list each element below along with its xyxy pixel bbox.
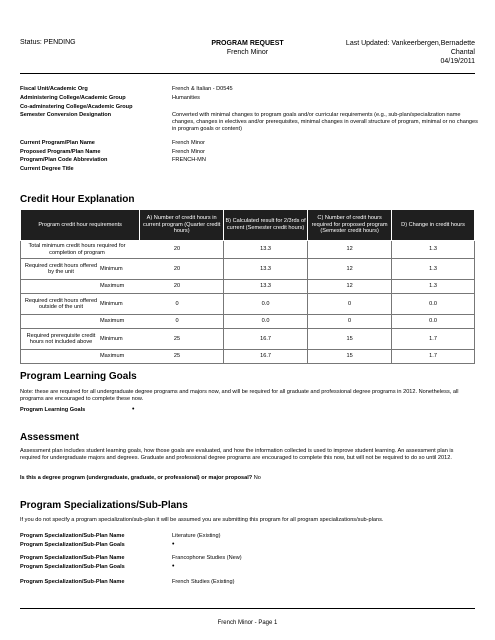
table-row — [21, 350, 475, 364]
row-kind: Minimum — [100, 300, 123, 307]
specialization-name-label: Program Specialization/Sub-Plan Name — [20, 579, 125, 585]
specializations-intro: If you do not specify a program specialization/sub-plan it will be assumed you are submitting this program for all program specializations/sub-plans. — [20, 517, 384, 523]
info-value — [172, 166, 480, 173]
specialization-name-label: Program Specialization/Sub-Plan Name — [20, 555, 125, 561]
info-label: Current Program/Plan Name — [20, 139, 95, 146]
cell-c: 0 — [308, 294, 392, 315]
document-subtitle: French Minor — [226, 49, 269, 56]
specialization-goals-bullet: • — [172, 541, 175, 548]
specialization-name-row — [20, 555, 475, 561]
row-label — [21, 241, 224, 259]
table-row — [21, 259, 475, 280]
cell-c: 12 — [308, 241, 392, 259]
specialization-goals-row — [20, 542, 475, 548]
row-kind: Maximum — [100, 353, 125, 360]
table-row — [21, 241, 475, 259]
group-label: Required prerequisite credit hours not included above — [26, 332, 96, 345]
page-header — [20, 39, 475, 69]
column-header: Program credit hour requirements — [21, 210, 140, 241]
info-row — [20, 95, 480, 102]
document-title: PROGRAM REQUEST — [211, 40, 284, 47]
assessment-question-line — [20, 475, 475, 482]
header-rule — [20, 73, 475, 74]
specialization-goals-label: Program Specialization/Sub-Plan Goals — [20, 564, 125, 570]
info-row — [20, 166, 480, 173]
info-label: Administering College/Academic Group — [20, 94, 126, 101]
specialization-goals-row — [20, 564, 475, 570]
row-kind: Minimum — [100, 265, 123, 272]
cell-c: 12 — [308, 259, 392, 280]
info-label: Fiscal Unit/Academic Org — [20, 86, 88, 92]
assessment-answer: No — [253, 475, 261, 481]
cell-b: 0.0 — [224, 294, 308, 315]
cell-d: 0.0 — [392, 315, 475, 329]
cell-c: 0 — [308, 315, 392, 329]
cell-b: 16.7 — [224, 329, 308, 350]
info-value: Converted with minimal changes to program goals and/or curricular requirements (e.g., sub-plan/specialization name changes, changes in electives and/or prerequisites, minimal changes in overall structure of program, minimal or no changes in program goals or content) — [172, 112, 478, 132]
last-updated-block — [346, 39, 475, 66]
info-row — [20, 104, 480, 111]
info-row — [20, 86, 480, 93]
status-text: Status: PENDING — [20, 39, 76, 46]
footer-rule — [20, 608, 475, 609]
cell-d: 1.3 — [392, 241, 475, 259]
column-header: A) Number of credit hours in current program (Quarter credit hours) — [140, 210, 224, 241]
info-label: Proposed Program/Plan Name — [20, 148, 101, 155]
cell-c: 15 — [308, 350, 392, 364]
total-row-label: Total minimum credit hours required for completion of program — [28, 243, 126, 256]
info-label: Semester Conversion Designation — [20, 112, 112, 119]
last-updated-by: Last Updated: Vankeerbergen,Bernadette — [345, 40, 475, 47]
cell-d: 0.0 — [392, 294, 475, 315]
cell-b: 13.3 — [224, 280, 308, 294]
cell-d: 1.7 — [392, 350, 475, 364]
specialization-name: French Studies (Existing) — [172, 579, 235, 585]
last-updated-date: 04/19/2011 — [440, 58, 475, 65]
cell-b: 13.3 — [224, 259, 308, 280]
cell-b: 13.3 — [224, 241, 308, 259]
group-label: Required credit hours offered by the unit — [24, 262, 98, 275]
learning-goals-note: Note: these are required for all undergraduate degree programs and majors now, and will be required for all graduate and professional degree programs in 2012. Nonetheless, all programs are encouraged to complete these now. — [20, 389, 459, 402]
specializations-heading: Program Specializations/Sub-Plans — [20, 500, 188, 511]
info-label: Co-adminstering College/Academic Group — [20, 103, 133, 110]
page-footer: French Minor - Page 1 — [217, 620, 278, 626]
cell-d: 1.3 — [392, 259, 475, 280]
assessment-question: Is this a degree program (undergraduate, graduate, or professional) or major proposal? — [20, 475, 253, 481]
cell-c: 12 — [308, 280, 392, 294]
assessment-heading: Assessment — [20, 432, 79, 443]
info-row — [20, 157, 480, 164]
table-row — [21, 294, 475, 315]
info-value: FRENCH-MN — [172, 157, 206, 164]
learning-goals-label: Program Learning Goals — [20, 407, 86, 413]
learning-goals-row — [20, 407, 475, 413]
info-value: French Minor — [172, 148, 205, 155]
info-label: Current Degree Title — [20, 166, 74, 173]
info-value: French Minor — [172, 139, 205, 146]
cell-a: 20 — [173, 265, 181, 272]
group-label: Required credit hours offered outside of the unit — [24, 297, 98, 310]
credit-hour-table — [20, 209, 475, 364]
learning-goals-heading: Program Learning Goals — [20, 371, 137, 382]
credit-hour-heading: Credit Hour Explanation — [20, 194, 135, 205]
cell-a: 0 — [175, 300, 179, 307]
cell-d: 1.3 — [392, 280, 475, 294]
specialization-name-label: Program Specialization/Sub-Plan Name — [20, 533, 125, 539]
program-info — [20, 86, 480, 175]
column-header: D) Change in credit hours — [392, 210, 475, 241]
row-kind: Minimum — [100, 335, 123, 342]
cell-a: 25 — [173, 335, 181, 342]
column-header: B) Calculated result for 2/3rds of current (Semester credit hours) — [224, 210, 308, 241]
specialization-name: Francophone Studies (New) — [172, 555, 242, 561]
info-label: Program/Plan Code Abbreviation — [20, 157, 108, 164]
column-header: C) Number of credit hours required for proposed program (Semester credit hours) — [308, 210, 392, 241]
cell-a: 20 — [173, 246, 181, 253]
info-value: Humanities — [172, 94, 200, 101]
cell-b: 0.0 — [224, 315, 308, 329]
cell-a: 25 — [173, 353, 181, 360]
table-header-row — [21, 210, 475, 241]
info-row — [20, 140, 480, 147]
info-row — [20, 149, 480, 156]
cell-b: 16.7 — [224, 350, 308, 364]
specialization-name: Literature (Existing) — [172, 533, 221, 539]
info-value — [172, 104, 480, 111]
specialization-name-row — [20, 579, 475, 585]
row-kind: Maximum — [100, 318, 125, 325]
cell-a: 20 — [173, 283, 181, 290]
row-kind: Maximum — [100, 283, 125, 290]
cell-d: 1.7 — [392, 329, 475, 350]
info-row — [20, 112, 480, 132]
specialization-goals-label: Program Specialization/Sub-Plan Goals — [20, 542, 125, 548]
specialization-name-row — [20, 533, 475, 539]
cell-c: 15 — [308, 329, 392, 350]
cell-a: 0 — [175, 318, 179, 325]
table-row — [21, 329, 475, 350]
table-row — [21, 280, 475, 294]
assessment-text: Assessment plan includes student learning goals, how those goals are evaluated, and how the information collected is used to improve student learning. An assessment plan is required for undergraduate majors and degrees. Graduate and professional degree programs are encouraged to complete this now, but will not be required to do so until 2012. — [20, 448, 454, 461]
info-value: French & Italian - D0545 — [172, 86, 233, 92]
specialization-goals-bullet: • — [172, 563, 175, 570]
last-updated-by-cont: Chantal — [450, 49, 475, 56]
learning-goals-bullet: • — [132, 406, 135, 413]
table-row — [21, 315, 475, 329]
